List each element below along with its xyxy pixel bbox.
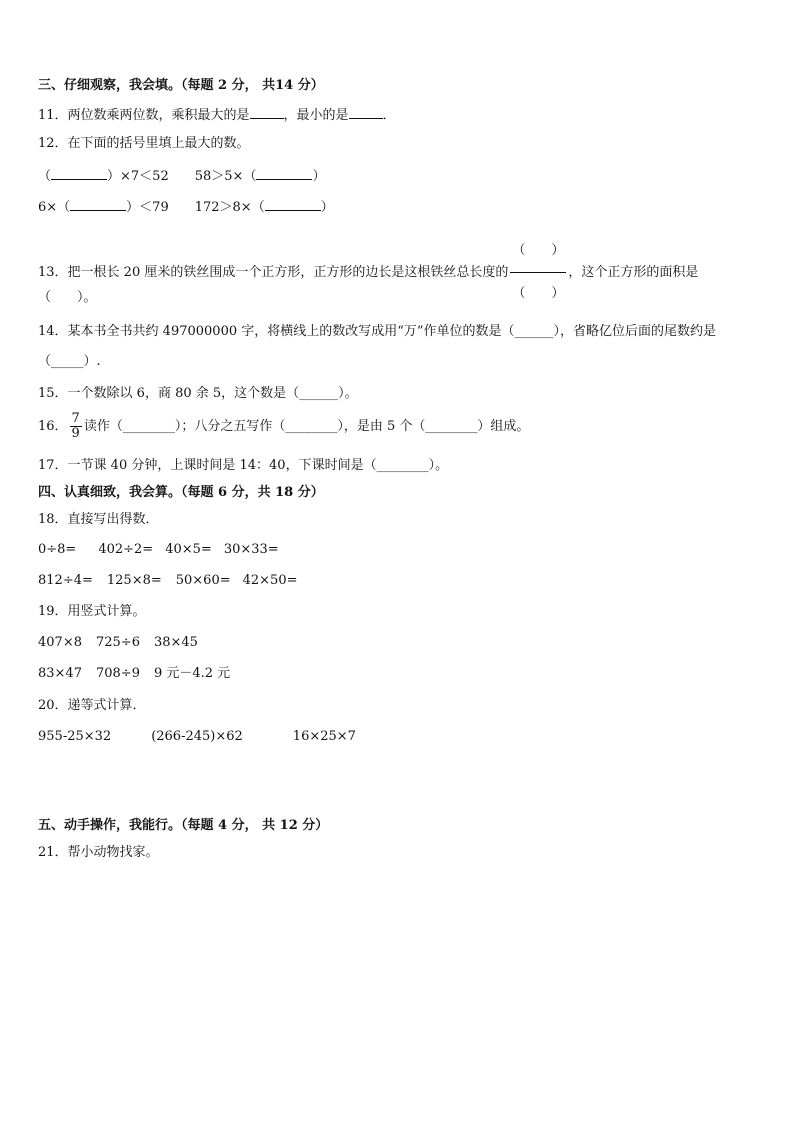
question-13-answer: （ ）。 [38, 290, 97, 305]
q20-r1-item-2: 16×25×7 [292, 729, 356, 744]
question-16 [38, 410, 529, 444]
question-18: 18．直接写出得数． [38, 512, 159, 527]
q12-row-1 [38, 167, 325, 185]
q12-r1-b: ）×7＜52 [107, 169, 169, 184]
question-20: 20．递等式计算． [38, 698, 146, 713]
q19-r1-item-0: 407×8 [38, 635, 82, 650]
q16-numerator: 7 [71, 411, 80, 426]
q13-frac-top: （ ） [510, 232, 566, 273]
question-17: 17．一节课 40 分钟，上课时间是 14：40，下课时间是（________）。 [38, 458, 449, 473]
q18-r2-item-2: 50×60= [175, 573, 231, 588]
q16-text-b: 读作（________）；八分之五写作（________），是由 5 个（________）组成。 [83, 419, 530, 434]
q18-r2-item-0: 812÷4= [38, 573, 93, 588]
q12-r1-blank-1[interactable] [51, 167, 107, 180]
q18-row-1 [38, 542, 279, 558]
q12-r1-a: （ [38, 169, 52, 184]
q20-r1-item-0: 955-25×32 [38, 729, 112, 744]
q13-frac-bottom: （ ） [512, 286, 565, 301]
q19-r2-item-1: 708÷9 [95, 666, 140, 681]
q16-denominator: 9 [71, 426, 80, 441]
q12-r1-d: ） [312, 169, 326, 184]
q18-r1-item-3: 30×33= [223, 542, 279, 557]
question-14-answer: （_____）. [38, 354, 101, 369]
q18-r1-item-2: 40×5= [165, 542, 212, 557]
question-11 [38, 106, 396, 124]
q20-r1-item-1: (266-245)×62 [151, 729, 243, 744]
q13-text-b: ，这个正方形的面积是 [568, 265, 699, 280]
q18-r2-item-3: 42×50= [242, 573, 298, 588]
question-21: 21．帮小动物找家。 [38, 845, 159, 860]
q18-r1-item-0: 0÷8= [38, 542, 77, 557]
q12-r2-blank-1[interactable] [70, 198, 126, 211]
q12-r2-c: 172＞8×（ [194, 200, 265, 215]
q12-r1-c: 58＞5×（ [194, 169, 257, 184]
section5-heading: 五、动手操作，我能行。（每题 4 分， 共 12 分） [38, 818, 329, 833]
section4-heading: 四、认真细致，我会算。（每题 6 分，共 18 分） [38, 485, 324, 500]
q16-text-a: 16． [38, 419, 68, 434]
q11-text-b: ，最小的是 [283, 108, 349, 123]
q12-r2-blank-2[interactable] [265, 198, 321, 211]
q18-r1-item-1: 402÷2= [98, 542, 154, 557]
q11-text-c: ． [382, 108, 396, 123]
question-15: 15．一个数除以 6，商 80 余 5，这个数是（______）。 [38, 386, 358, 401]
q11-blank-1[interactable] [250, 106, 284, 119]
q16-fraction [70, 412, 82, 441]
q19-r1-item-1: 725÷6 [95, 635, 140, 650]
q13-fraction[interactable] [510, 232, 566, 313]
q18-r2-item-1: 125×8= [106, 573, 162, 588]
q19-r2-item-2: 9 元－4.2 元 [153, 666, 231, 681]
section3-heading: 三、仔细观察，我会填。（每题 2 分， 共14 分） [38, 78, 324, 93]
q19-r1-item-2: 38×45 [153, 635, 198, 650]
question-14: 14．某本书全书共约 497000000 字，将横线上的数改写成用“万”作单位的数是（______），省略亿位后面的尾数约是 [38, 324, 717, 339]
q19-r2-item-0: 83×47 [38, 666, 82, 681]
q12-r2-a: 6×（ [38, 200, 71, 215]
q12-r1-blank-2[interactable] [256, 167, 312, 180]
question-13 [38, 232, 698, 313]
q11-blank-2[interactable] [349, 106, 383, 119]
q12-r2-d: ） [320, 200, 334, 215]
q12-r2-b: ）＜79 [126, 200, 169, 215]
q19-row-2 [38, 666, 230, 682]
question-19: 19．用竖式计算。 [38, 604, 146, 619]
q13-text-a: 13．把一根长 20 厘米的铁丝围成一个正方形，正方形的边长是这根铁丝总长度的 [38, 265, 509, 280]
q11-text-a: 11．两位数乘两位数，乘积最大的是 [38, 108, 250, 123]
q19-row-1 [38, 635, 198, 651]
question-12: 12．在下面的括号里填上最大的数。 [38, 136, 250, 151]
q12-row-2 [38, 198, 334, 216]
q18-row-2 [38, 573, 298, 589]
q20-row-1 [38, 729, 356, 745]
